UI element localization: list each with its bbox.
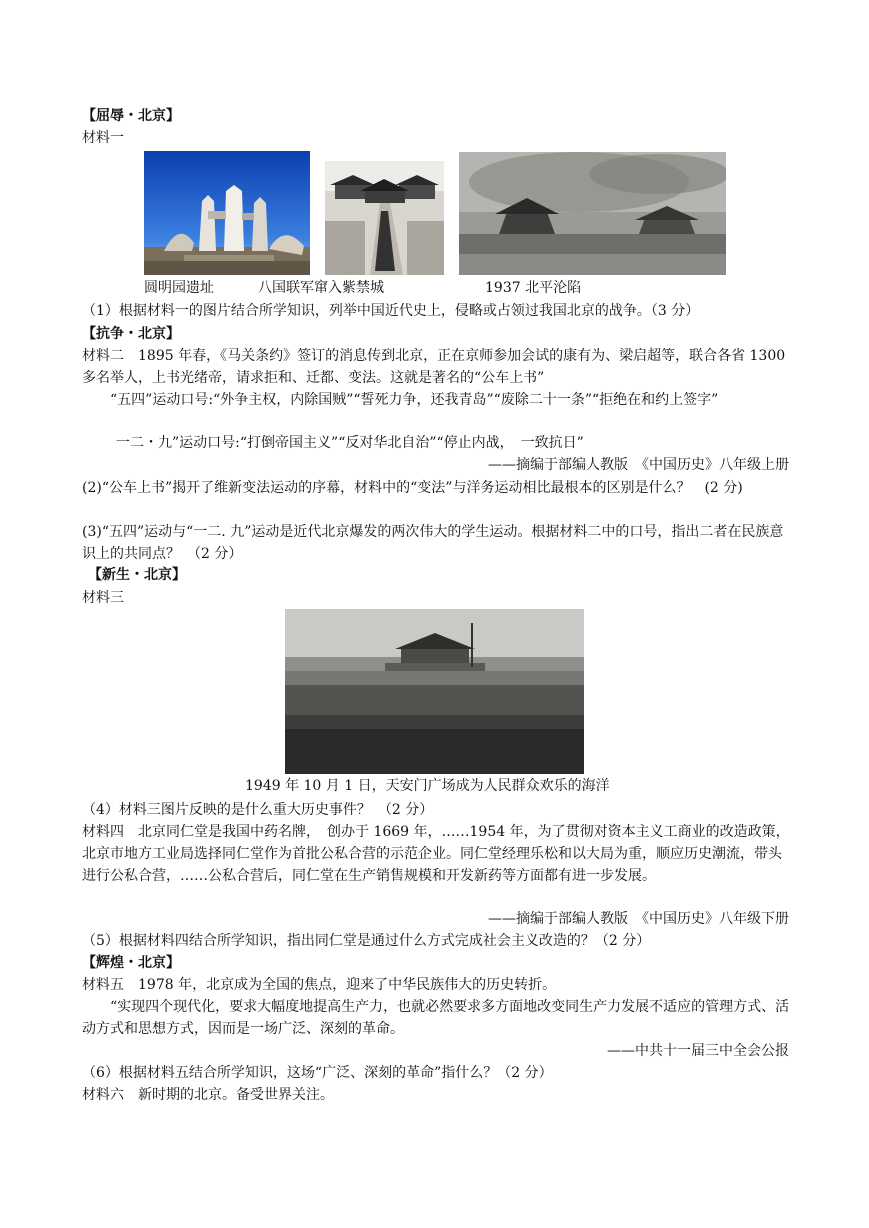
photo-peiping-1937 [459,152,726,275]
question-2: (2)“公车上书”揭开了维新变法运动的序幕，材料中的“变法”与洋务运动相比最根本的区别是什么？ (2 分) [82,480,743,496]
question-4: （4）材料三图片反映的是什么重大历史事件？ （2 分） [82,802,434,818]
caption-forbidden-city: 八国联军窜入紫禁城 [258,280,384,296]
december-ninth-slogans: 一二・九”运动口号:“打倒帝国主义”“反对华北自治”“停止内战， 一致抗日” [116,435,584,451]
photo-tiananmen-1949 [285,609,584,774]
material-4-text: 材料四 北京同仁堂是我国中药名牌， 创办于 1669 年，……1954 年，为了贯彻对资本主义工商业的改造政策，北京市地方工业局选择同仁堂作为首批公私合营的示范企业。同仁堂经理乐松和以大局为重，顺应历史潮流，带头进行公私合营，……公私合营后，同仁堂在生产销售规模和开发新药等方面都有进一步发展。 [82,824,790,884]
section-title-rebirth: 【新生・北京】 [88,567,186,583]
question-5: （5）根据材料四结合所学知识，指出同仁堂是通过什么方式完成社会主义改造的？（2 分） [82,933,651,949]
photo-forbidden-city [325,161,444,275]
caption-yuanmingyuan: 圆明园遗址 [144,280,214,296]
material-5-text: 材料五 1978 年，北京成为全国的焦点，迎来了中华民族伟大的历史转折。 [82,977,557,993]
material-6-text: 材料六 新时期的北京。备受世界关注。 [82,1087,334,1103]
may-fourth-slogans: “五四”运动口号:“外争主权，内除国贼”“誓死力争，还我青岛”“废除二十一条”“拒绝在和约上签字” [110,392,719,408]
photo-yuanmingyuan-ruins [144,151,310,275]
caption-peiping: 1937 北平沦陷 [485,280,582,296]
caption-tiananmen: 1949 年 10 月 1 日，天安门广场成为人民群众欢乐的海洋 [245,778,610,794]
material-label-3: 材料三 [82,590,124,606]
section-title-glory: 【辉煌・北京】 [82,955,180,971]
question-6: （6）根据材料五结合所学知识，这场“广泛、深刻的革命”指什么？（2 分） [82,1065,553,1081]
material-label-1: 材料一 [82,130,124,146]
source-grade8-vol2: ——摘编于部编人教版 《中国历史》八年级下册 [488,911,789,927]
question-1: （1）根据材料一的图片结合所学知识，列举中国近代史上，侵略或占领过我国北京的战争。（3 分） [82,303,700,319]
source-communique: ——中共十一届三中全会公报 [607,1043,789,1059]
communique-quote: “实现四个现代化，要求大幅度地提高生产力，也就必然要求多方面地改变同生产力发展不适应的管理方式、活动方式和思想方式，因而是一场广泛、深刻的革命。 [82,999,790,1037]
question-3: (3)“五四”运动与“一二. 九”运动是近代北京爆发的两次伟大的学生运动。根据材料二中的口号，指出二者在民族意识上的共同点？ （2 分） [82,524,784,562]
section-title-humiliation: 【屈辱・北京】 [82,108,180,124]
section-title-struggle: 【抗争・北京】 [82,326,180,342]
source-grade8-vol1: ——摘编于部编人教版 《中国历史》八年级上册 [488,457,789,473]
material-2-text: 材料二 1895 年春，《马关条约》签订的消息传到北京，正在京师参加会试的康有为、梁启超等，联合各省 1300 多名举人，上书光绪帝，请求拒和、迁都、变法。这就是著名的“公车上书” [82,348,786,386]
